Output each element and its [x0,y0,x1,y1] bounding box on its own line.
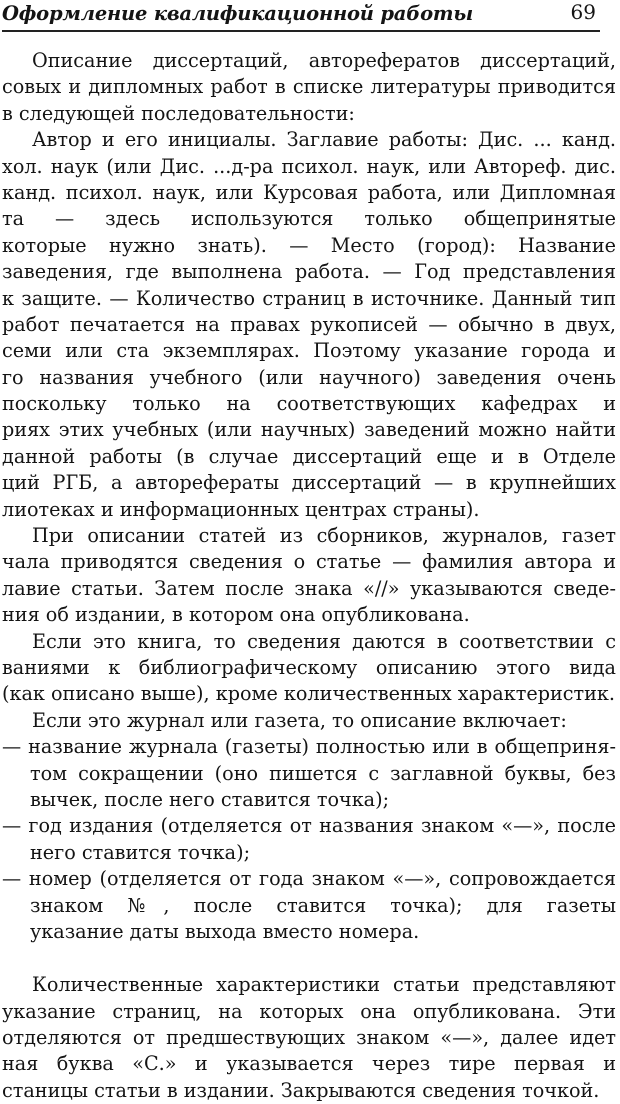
text-line: работ печатается на правах рукописей — обычно в двух, [2,312,616,336]
text-line: к защите. — Количество страниц в источнике. Данный тип [2,286,616,310]
text-line: лавие статьи. Затем после знака «//» указываются сведе- [2,576,616,600]
text-line: ваниями к библиографическому описанию этого вида [2,655,616,679]
text-line: отделяются от предшествующих знаком «—», далее идет [2,1026,616,1050]
text-line: хол. наук (или Дис. ...д-ра психол. наук, или Автореф. дис. [2,154,616,178]
text-line: риях этих учебных (или научных) заведений можно найти [2,418,616,442]
paragraph-articles [2,523,616,629]
text-line: ния об издании, в котором она опубликована. [2,603,470,627]
text-line: том сокращении (оно пишется с заглавной буквы, без [30,761,616,785]
list-item-journal-title [2,734,616,813]
text-line: (как описано выше), кроме количественных характеристик. [2,682,616,706]
paragraph-description-order [2,127,616,523]
list-item-number [2,866,616,945]
text-line: ная буква «С.» и указывается через тире первая и [2,1052,616,1076]
text-line: него ставится точка); [30,840,251,864]
text-line: чала приводятся сведения о статье — фамилия автора и [2,550,616,574]
text-line: Описание диссертаций, авторефератов диссертаций, [32,49,616,72]
text-line: станицы статьи в издании. Закрываются сведения точкой. [2,1078,600,1102]
text-line: указание даты выхода вместо номера. [30,919,420,943]
text-line: семи или ста экземплярах. Поэтому указание города и [2,339,616,363]
text-line: ций РГБ, а авторефераты диссертаций — в крупнейших [2,471,616,495]
text-line: совых и дипломных работ в списке литературы приводится [2,75,616,99]
text-line: та — здесь используются только общепринятые [2,207,616,231]
text-line: Если это книга, то сведения даются в соответствии с [32,629,616,653]
paragraph-gap [2,945,616,972]
text-line: заведения, где выполнена работа. — Год представления [2,260,616,284]
page-number: 69 [570,0,596,24]
text-line: При описании статей из сборников, журналов, газет [32,524,616,548]
text-line: Автор и его инициалы. Заглавие работы: Дис. ... канд. [32,128,616,152]
text-line: указание страниц, на которых она опубликована. Эти [2,999,616,1023]
text-line: которые нужно знать). — Место (город): Название [2,233,616,257]
paragraph-journal [2,708,616,734]
text-line: — год издания (отделяется от названия знаком «—», после [2,814,616,838]
text-line: лиотеках и информационных центрах страны). [2,497,480,521]
list-item-year [2,813,616,866]
text-line: Если это журнал или газета, то описание включает: [32,708,567,732]
text-line: знаком №, после ставится точка); для газеты [30,893,616,917]
text-line: вычек, после него ставится точка); [30,787,390,811]
page-header [2,0,600,32]
text-line: го названия учебного (или научного) заведения очень [2,365,616,389]
body-text [2,48,616,1104]
text-line: поскольку только на соответствующих кафедрах и [2,392,616,416]
text-line: данной работы (в случае диссертаций еще и в Отделе [2,444,616,468]
text-line: канд. психол. наук, или Курсовая работа, или Дипломная [2,180,616,204]
text-line: в следующей последовательности: [2,101,355,125]
paragraph-quantitative [2,972,616,1104]
text-line: Количественные характеристики статьи представляют [32,973,616,997]
paragraph-intro [2,48,616,127]
paragraph-book [2,629,616,708]
running-title: Оформление квалификационной работы [2,2,473,25]
text-line: — номер (отделяется от года знаком «—», сопровождается [2,867,616,891]
text-line: — название журнала (газеты) полностью или в общеприня- [2,735,616,759]
